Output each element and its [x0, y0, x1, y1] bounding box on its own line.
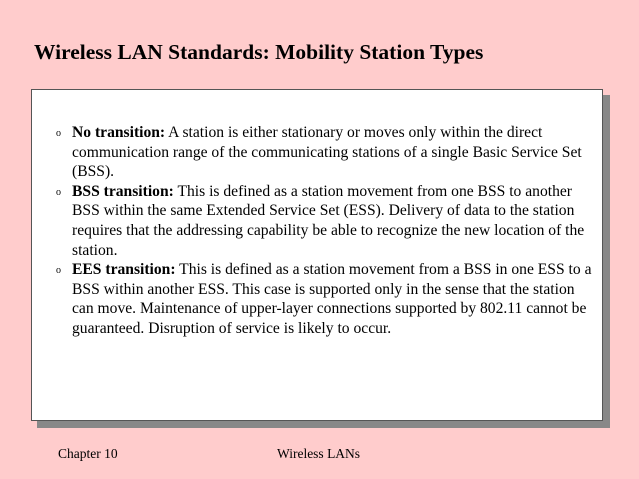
bullet-no-transition [32, 123, 602, 182]
bullet-ees-transition [32, 260, 602, 338]
bullet-term: BSS transition: [72, 182, 174, 200]
bullet-term: No transition: [72, 124, 166, 141]
bullet-marker-icon: o [56, 186, 61, 198]
footer-topic: Wireless LANs [277, 446, 361, 461]
bullet-text: A station is either stationary or moves only within the direct communication range of the communicating stations of a single Basic Service Set (BSS). [72, 124, 582, 181]
bullet-bss-transition [32, 182, 602, 260]
content-box [31, 89, 603, 421]
bullet-term: EES transition: [72, 261, 176, 279]
bullet-marker-icon: o [56, 128, 61, 139]
slide-title: Wireless LAN Standards: Mobility Station Types [34, 40, 484, 64]
bullet-text: This is defined as a station movement from a BSS in one ESS to a BSS within another ESS. This case is supported only in the sense that the station can move. Maintenance of upper-layer connections supported by 802.11 cannot be guaranteed. Disruption of service is likely to occur. [72, 261, 592, 337]
footer-chapter: Chapter 10 [58, 446, 118, 461]
bullet-text: This is defined as a station movement from one BSS to another BSS within the same Extended Service Set (ESS). Delivery of data to the station requires that the addressing capability be able to recognize the new location of the station. [72, 182, 585, 259]
bullet-marker-icon: o [56, 265, 61, 277]
bullet-list [32, 123, 602, 339]
